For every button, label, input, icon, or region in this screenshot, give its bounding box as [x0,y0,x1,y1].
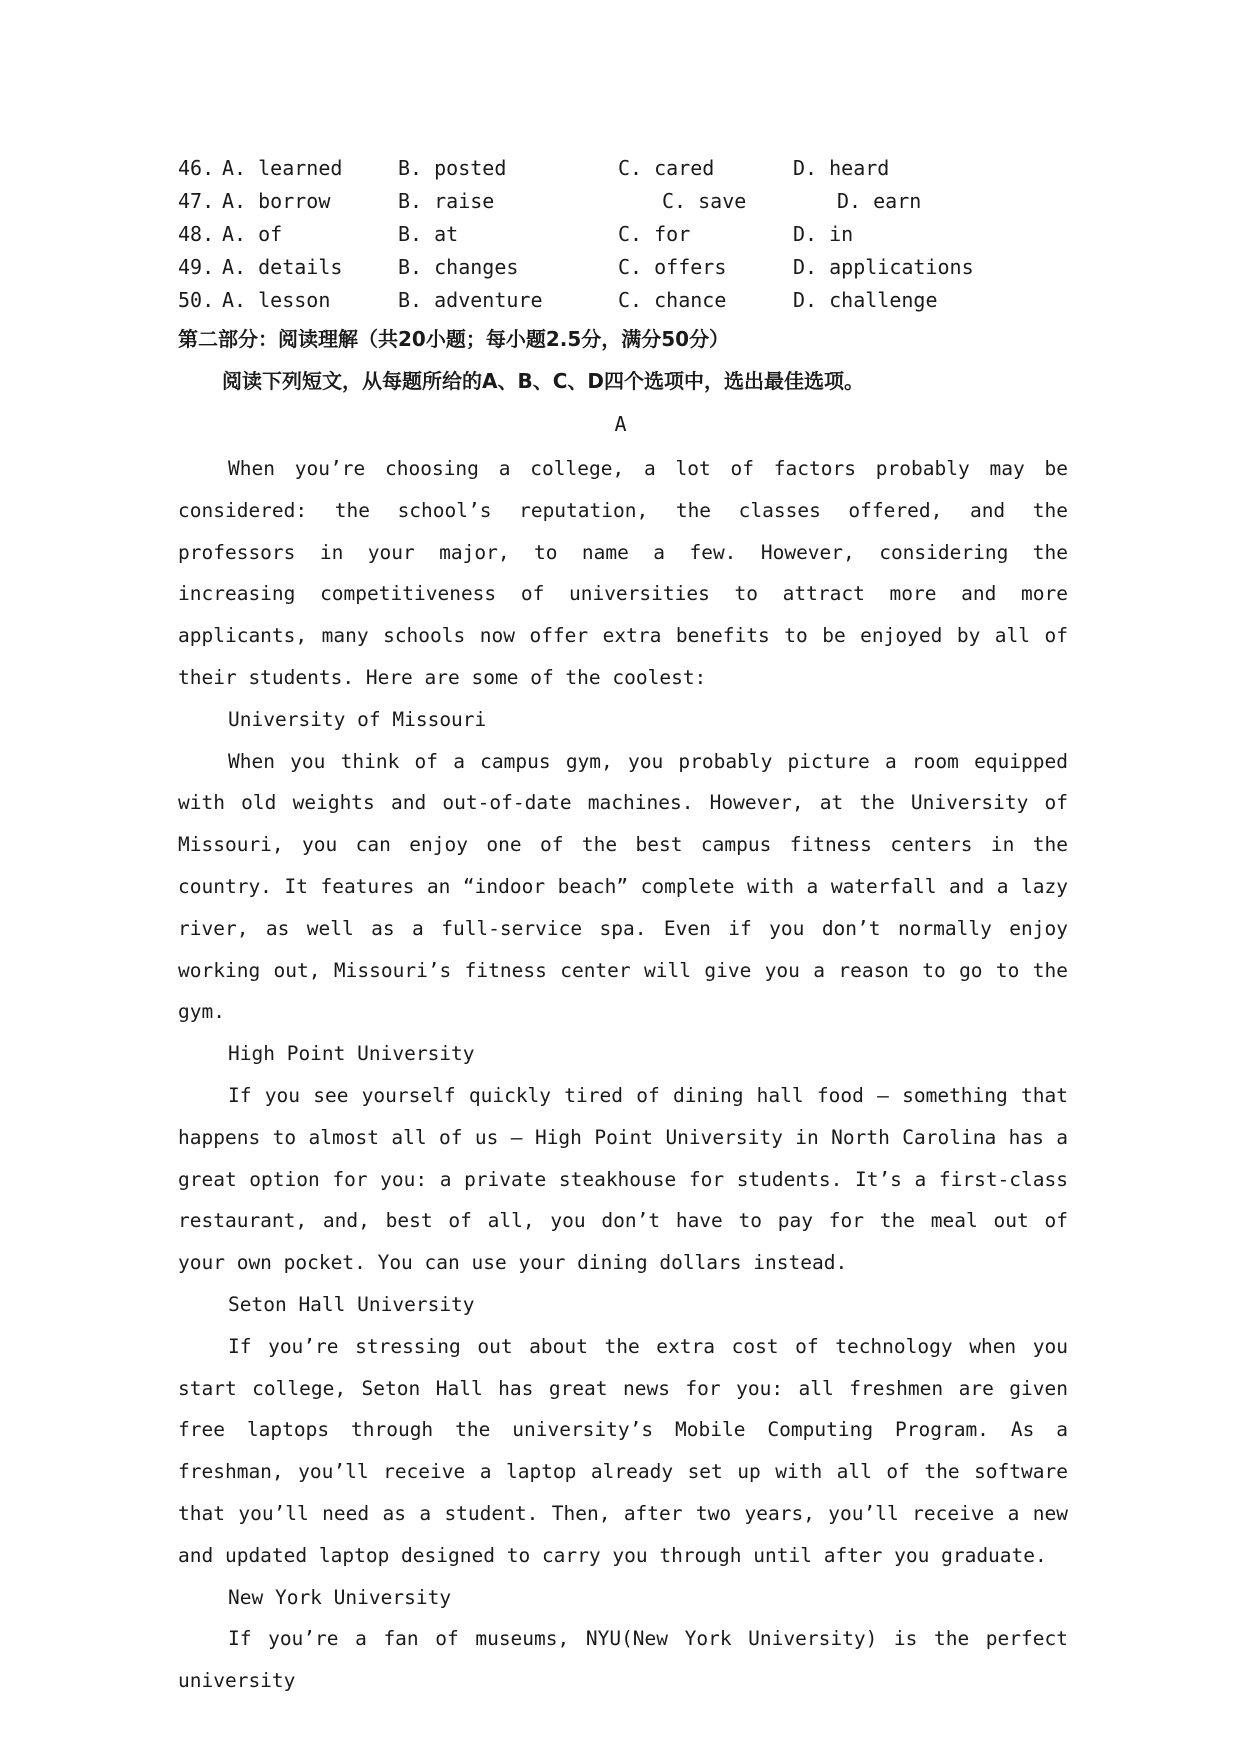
passage-letter: A [614,412,627,436]
university-heading: Seton Hall University [228,1292,475,1316]
question-number: 46. [178,156,215,180]
question-number: 48. [178,222,215,246]
option-d: D. applications [793,255,974,279]
option-row-47 [178,185,1078,218]
option-b: B. changes [398,255,519,279]
university-paragraph: If you’re stressing out about the extra cost of technology when you start college, Seton Hall has great news for you: all freshmen are given free laptops through the university’s Mobile Computing Program. As a freshman, you’ll receive a laptop already set up with all of the software that you’ll need as a student. Then, after two years, you’ll receive a new and updated laptop designed to carry you through until after you graduate. [178,1334,1068,1567]
university-paragraph: If you see yourself quickly tired of dining hall food — something that happens to almost all of us — High Point University in North Carolina has a great option for you: a private steakhouse for students. It’s a first-class restaurant, and, best of all, you don’t have to pay for the meal out of your own pocket. You can use your dining dollars instead. [178,1083,1068,1275]
option-d: D. earn [837,189,922,213]
option-c: C. offers [618,255,727,279]
option-row-50 [178,284,1078,317]
option-c: C. for [618,222,691,246]
option-row-46 [178,152,1078,185]
question-number: 50. [178,288,215,312]
option-b: B. at [398,222,459,246]
option-b: B. raise [398,189,495,213]
question-number: 47. [178,189,215,213]
option-b: B. posted [398,156,507,180]
option-d: D. challenge [793,288,938,312]
university-heading: University of Missouri [228,707,487,731]
option-row-49 [178,251,1078,284]
option-c: C. chance [618,288,727,312]
cloze-options [178,152,1078,317]
option-d: D. heard [793,156,890,180]
option-d: D. in [793,222,854,246]
question-number: 49. [178,255,215,279]
university-paragraph: If you’re a fan of museums, NYU(New York University) is the perfect university [178,1627,1068,1693]
option-c: C. cared [618,156,715,180]
university-heading: New York University [228,1585,452,1609]
reading-passage [178,448,1068,1702]
option-a: A. borrow [222,189,331,213]
university-heading: High Point University [228,1042,475,1066]
option-a: A. learned [222,156,343,180]
option-c: C. save [662,189,747,213]
option-b: B. adventure [398,288,543,312]
university-paragraph: When you think of a campus gym, you probably picture a room equipped with old weights and out-of-date machines. However, at the University of Missouri, you can enjoy one of the best campus fitness centers in the country. It features an “indoor beach” complete with a waterfall and a lazy river, as well as a full-service spa. Even if you don’t normally enjoy working out, Missouri’s fitness center will give you a reason to go to the gym. [178,749,1068,1024]
passage-intro: When you’re choosing a college, a lot of factors probably may be considered: the school’s reputation, the classes offered, and the professors in your major, to name a few. However, considering the increasing competitiveness of universities to attract more and more applicants, many schools now offer extra benefits to be enjoyed by all of their students. Here are some of the coolest: [178,457,1068,689]
option-row-48 [178,218,1078,251]
section-title: 第二部分：阅读理解（共20小题；每小题2.5分，满分50分） [178,327,730,351]
option-a: A. details [222,255,343,279]
section-instruction: 阅读下列短文，从每题所给的A、B、C、D四个选项中，选出最佳选项。 [222,369,865,393]
option-a: A. of [222,222,283,246]
option-a: A. lesson [222,288,331,312]
